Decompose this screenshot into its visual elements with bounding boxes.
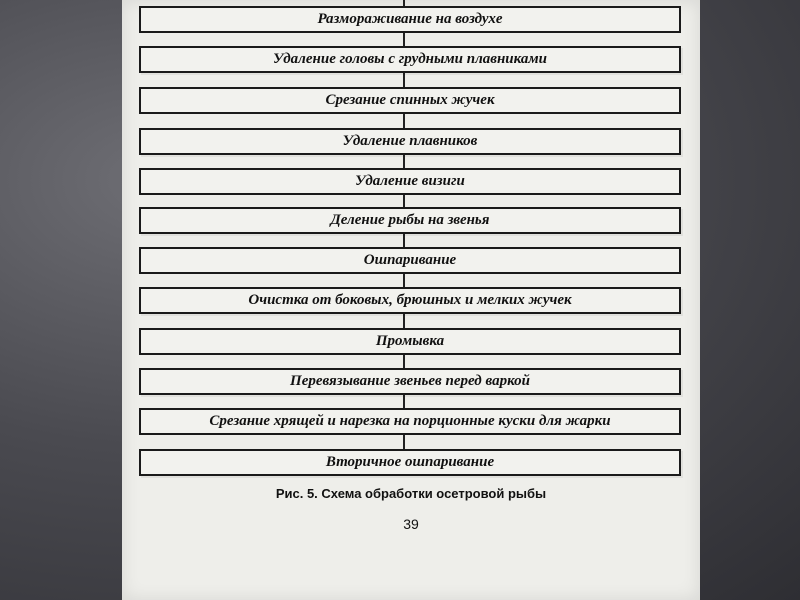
book-page xyxy=(122,0,700,600)
flow-step-4: Удаление плавников xyxy=(139,128,681,155)
flow-step-3: Срезание спинных жучек xyxy=(139,87,681,114)
figure-caption: Рис. 5. Схема обработки осетровой рыбы xyxy=(275,486,547,501)
flow-step-6: Деление рыбы на звенья xyxy=(139,207,681,234)
flow-step-2: Удаление головы с грудными плавниками xyxy=(139,46,681,73)
flow-step-11: Срезание хрящей и нарезка на порционные куски для жарки xyxy=(139,408,681,435)
flow-step-1: Размораживание на воздухе xyxy=(139,6,681,33)
flow-step-8: Очистка от боковых, брюшных и мелких жучек xyxy=(139,287,681,314)
page-number: 39 xyxy=(403,516,419,532)
flow-step-12: Вторичное ошпаривание xyxy=(139,449,681,476)
flow-step-9: Промывка xyxy=(139,328,681,355)
flow-step-7: Ошпаривание xyxy=(139,247,681,274)
flow-step-10: Перевязывание звеньев перед варкой xyxy=(139,368,681,395)
flow-step-5: Удаление визиги xyxy=(139,168,681,195)
